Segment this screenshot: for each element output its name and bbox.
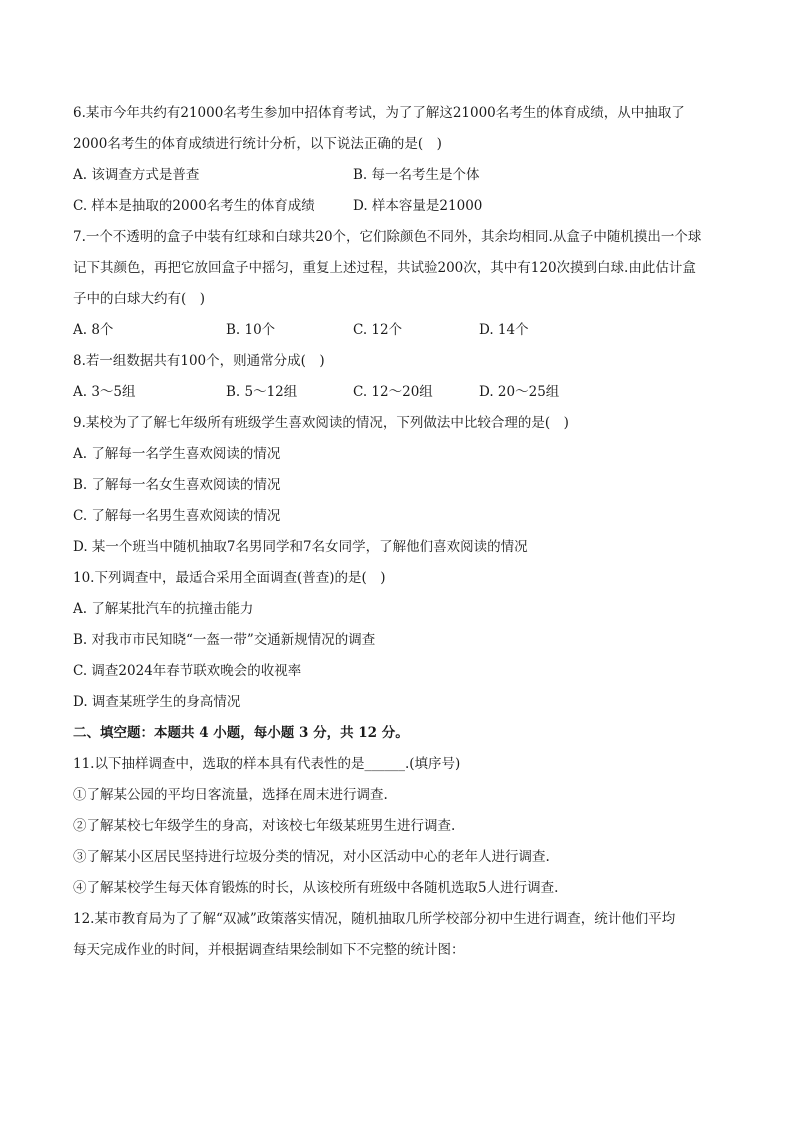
q7-option-d: D. 14个 [479,322,529,338]
q6-option-c: C. 样本是抽取的2000名考生的体育成绩 [73,198,315,214]
q10-option-a: A. 了解某批汽车的抗撞击能力 [73,601,254,617]
q10-option-d: D. 调查某班学生的身高情况 [73,694,241,710]
q7-option-c: C. 12个 [353,322,403,338]
q12-stem-line1: 12.某市教育局为了了解“双减”政策落实情况，随机抽取几所学校部分初中生进行调查，统计他们平均 [73,911,676,927]
q7-option-b: B. 10个 [226,322,276,338]
q8-option-d: D. 20～25组 [479,384,560,400]
q6-stem-line1: 6.某市今年共约有21000名考生参加中招体育考试，为了了解这21000名考生的体育成绩，从中抽取了 [73,105,685,121]
section-heading: 二、填空题：本题共 4 小题，每小题 3 分，共 12 分。 [73,725,409,741]
q8-option-b: B. 5～12组 [226,384,298,400]
q6-stem-line2: 2000名考生的体育成绩进行统计分析，以下说法正确的是( ) [73,136,442,152]
q7-option-a: A. 8个 [73,322,114,338]
q11-stem-line1: 11.以下抽样调查中，选取的样本具有代表性的是______.(填序号) [73,756,461,772]
q6-option-d: D. 样本容量是21000 [353,198,483,214]
q8-stem-line1: 8.若一组数据共有100个，则通常分成( ) [73,353,325,369]
q9-option-b: B. 了解每一名女生喜欢阅读的情况 [73,477,281,493]
q9-option-a: A. 了解每一名学生喜欢阅读的情况 [73,446,281,462]
q11-item-1: ①了解某公园的平均日客流量，选择在周末进行调查. [73,787,388,803]
q9-option-c: C. 了解每一名男生喜欢阅读的情况 [73,508,281,524]
q11-item-3: ③了解某小区居民坚持进行垃圾分类的情况，对小区活动中心的老年人进行调查. [73,849,550,865]
q10-option-c: C. 调查2024年春节联欢晚会的收视率 [73,663,302,679]
q7-stem-line3: 子中的白球大约有( ) [73,291,206,307]
q8-option-a: A. 3～5组 [73,384,136,400]
q7-stem-line1: 7.一个不透明的盒子中装有红球和白球共20个，它们除颜色不同外，其余均相同.从盒子中随机摸出一个球 [73,229,702,245]
q11-item-4: ④了解某校学生每天体育锻炼的时长，从该校所有班级中各随机选取5人进行调查. [73,880,559,896]
q12-stem-line2: 每天完成作业的时间，并根据调查结果绘制如下不完整的统计图： [73,942,465,958]
q9-option-d: D. 某一个班当中随机抽取7名男同学和7名女同学，了解他们喜欢阅读的情况 [73,539,528,555]
q10-stem-line1: 10.下列调查中，最适合采用全面调查(普查)的是( ) [73,570,386,586]
q8-option-c: C. 12～20组 [353,384,433,400]
q9-stem-line1: 9.某校为了了解七年级所有班级学生喜欢阅读的情况，下列做法中比较合理的是( ) [73,415,569,431]
q6-option-b: B. 每一名考生是个体 [353,167,480,183]
q7-stem-line2: 记下其颜色，再把它放回盒子中摇匀，重复上述过程，共试验200次，其中有120次摸到白球.由此估计盒 [73,260,696,276]
q10-option-b: B. 对我市市民知晓“一盔一带”交通新规情况的调查 [73,632,376,648]
q6-option-a: A. 该调查方式是普查 [73,167,200,183]
q11-item-2: ②了解某校七年级学生的身高，对该校七年级某班男生进行调查. [73,818,456,834]
